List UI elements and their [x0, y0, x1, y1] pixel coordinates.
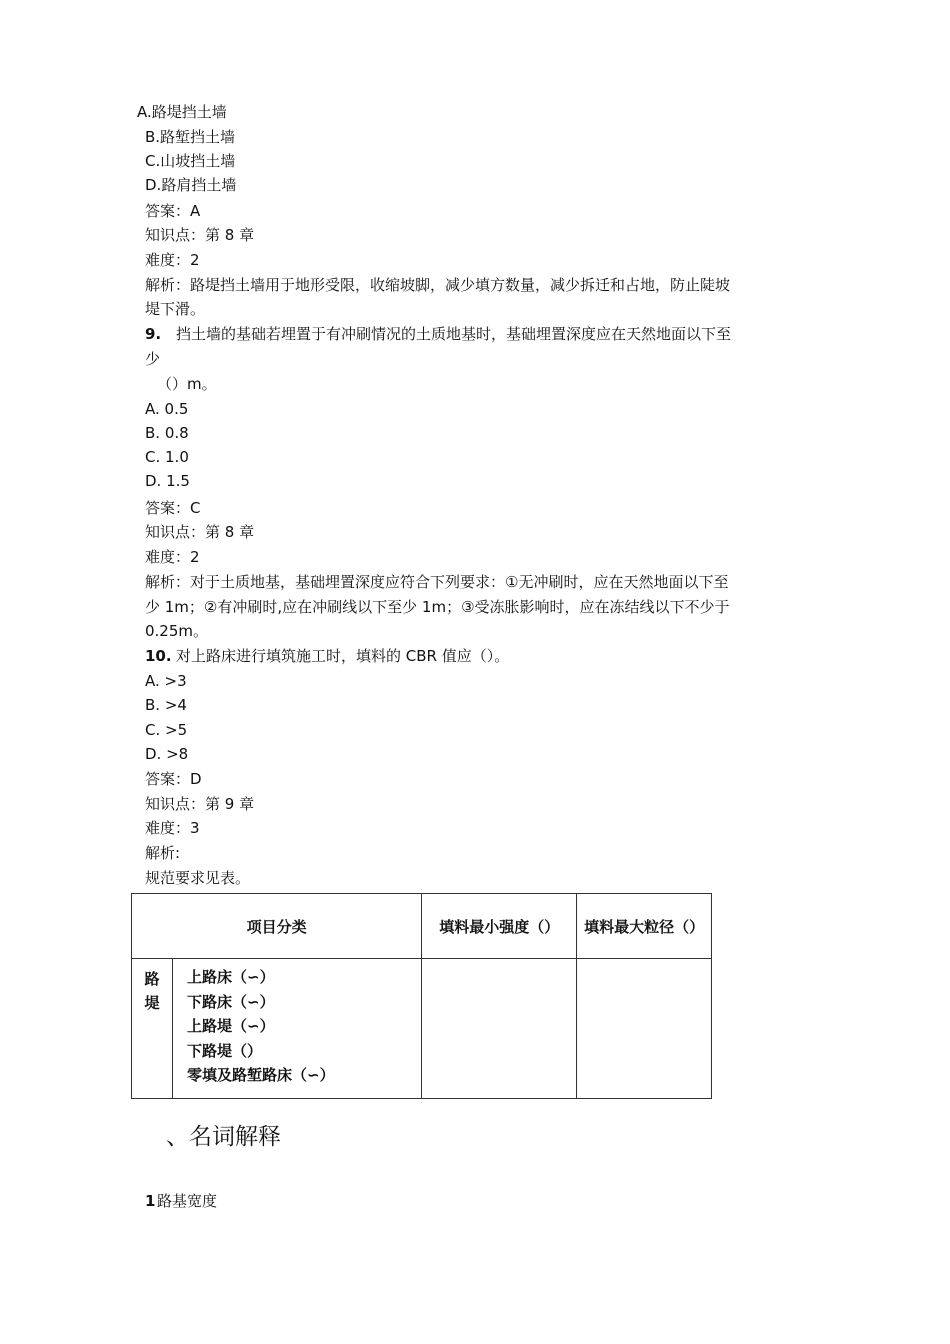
- category-char-1: 路: [144, 970, 160, 988]
- subcategory-row: 零填及路堑路床（∽）: [187, 1066, 335, 1084]
- subcategory-row: 下路堤（）: [187, 1041, 263, 1060]
- max-size-cell: [577, 959, 712, 1099]
- q10-option-d: D. >8: [145, 745, 189, 763]
- q9-knowledge-point: 知识点：第 8 章: [145, 523, 255, 541]
- q9-option-c: C. 1.0: [145, 448, 189, 466]
- category-cell: [132, 959, 173, 1099]
- q8-explanation-line1: 解析：路堤挡土墙用于地形受限，收缩坡脚，减少填方数量，减少拆迁和占地，防止陡坡: [145, 276, 731, 294]
- header-max-size: 填料最大粒径（）: [577, 894, 712, 959]
- subcategory-row: 下路床（∽）: [187, 992, 275, 1011]
- category-char-2: 堤: [144, 994, 160, 1012]
- q8-knowledge-point: 知识点：第 8 章: [145, 226, 255, 244]
- q10-question: 对上路床进行填筑施工时，填料的 CBR 值应（）。: [176, 647, 510, 665]
- q10-option-a: A. >3: [145, 672, 187, 690]
- section-title: 、名词解释: [166, 1124, 281, 1150]
- q8-explanation-line2: 堤下滑。: [145, 300, 206, 318]
- q9-option-a: A. 0.5: [145, 400, 189, 418]
- q10-answer: 答案：D: [145, 770, 202, 788]
- q8-option-b: B.路堑挡土墙: [145, 128, 236, 146]
- q9-number: 9.: [145, 325, 162, 343]
- q10-difficulty: 难度：3: [145, 819, 200, 837]
- q10-explanation-text: 规范要求见表。: [145, 869, 251, 887]
- header-item-category: 项目分类: [132, 894, 422, 959]
- q9-option-b: B. 0.8: [145, 424, 189, 442]
- q9-option-d: D. 1.5: [145, 472, 190, 490]
- q9-question-line2: 少: [145, 350, 161, 368]
- q8-option-d: D.路肩挡土墙: [145, 176, 237, 194]
- q10-number: 10.: [145, 647, 172, 665]
- subcategory-row: 上路床（∽）: [187, 968, 275, 986]
- spec-table: [131, 893, 712, 1099]
- q9-question-line1: 挡土墙的基础若埋置于有冲刷情况的土质地基时，基础埋置深度应在天然地面以下至: [176, 325, 732, 343]
- q8-difficulty: 难度：2: [145, 251, 200, 269]
- q9-explanation-line1: 解析：对于土质地基，基础埋置深度应符合下列要求：①无冲刷时，应在天然地面以下至: [145, 573, 729, 591]
- q9-explanation-line3: 0.25m。: [145, 622, 209, 640]
- q10-explanation-label: 解析:: [145, 844, 181, 862]
- subcategory-row: 上路堤（∽）: [187, 1017, 275, 1035]
- q10-option-c: C. >5: [145, 721, 188, 739]
- q10-knowledge-point: 知识点：第 9 章: [145, 795, 255, 813]
- q8-answer: 答案：A: [145, 202, 201, 220]
- subcategory-cell: [173, 959, 422, 1099]
- term-text: 路基宽度: [157, 1192, 218, 1210]
- q9-explanation-line2: 少 1m；②有冲刷时,应在冲刷线以下至少 1m；③受冻胀影响时，应在冻结线以下不少于: [145, 598, 730, 616]
- q9-question-line3: （）m。: [157, 375, 217, 393]
- q10-option-b: B. >4: [145, 696, 187, 714]
- q9-difficulty: 难度：2: [145, 548, 200, 566]
- q8-option-c: C.山坡挡土墙: [145, 152, 236, 170]
- min-strength-cell: [422, 959, 577, 1099]
- q8-option-a: A.路堤挡土墙: [137, 103, 227, 121]
- q9-answer: 答案：C: [145, 499, 201, 517]
- header-min-strength: 填料最小强度（）: [422, 894, 577, 959]
- term-number: 1: [145, 1192, 156, 1210]
